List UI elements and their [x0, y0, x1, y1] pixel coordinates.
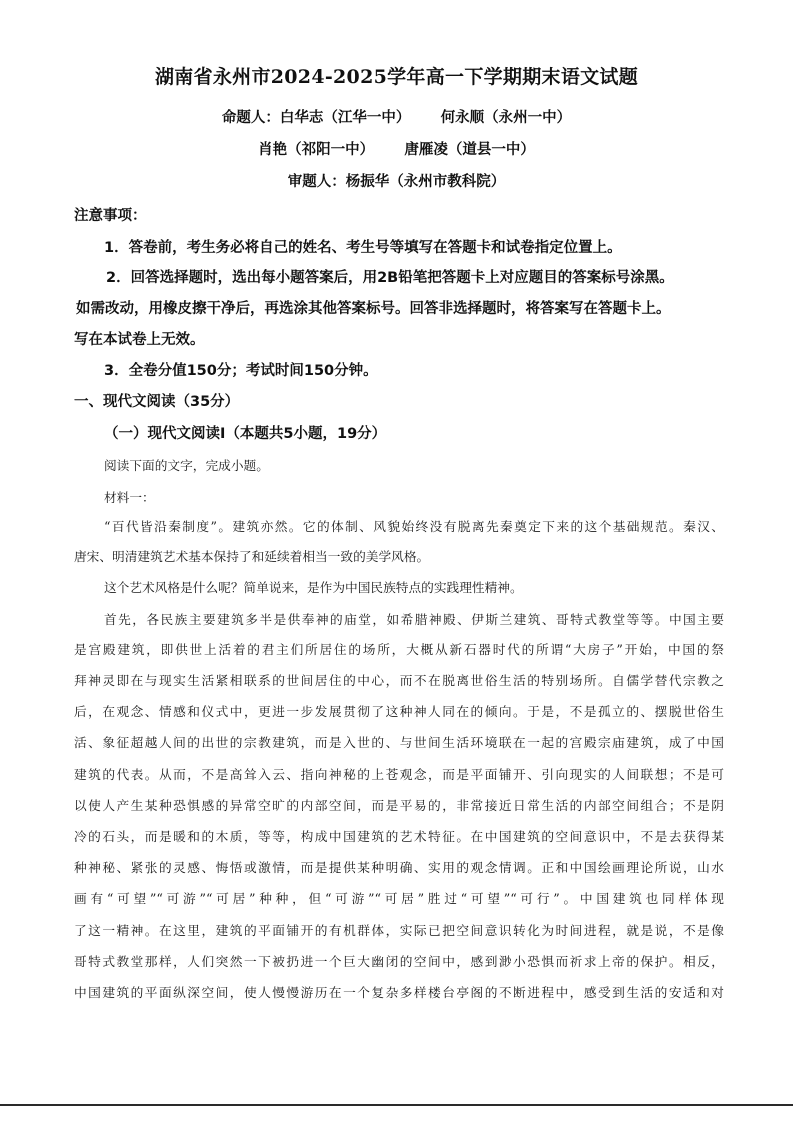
authors-line-2: 肖艳（祁阳一中） 唐雁凌（道县一中） [258, 142, 535, 158]
notice-item-2-line-2: 如需改动，用橡皮擦干净后，再选涂其他答案标号。回答非选择题时，将答案写在答题卡上。 [76, 301, 671, 317]
passage-line: 冷的石头，而是暖和的木质，等等，构成中国建筑的艺术特征。在中国建筑的空间意识中，不是去获得某 [74, 829, 724, 844]
notice-heading: 注意事项： [74, 208, 147, 224]
material-label: 材料一： [104, 490, 155, 505]
passage-line: 拜神灵即在与现实生活紧相联系的世间居住的中心，而不在脱离世俗生活的特别场所。自儒学替代宗教之 [74, 673, 724, 688]
instruction-text: 阅读下面的文字，完成小题。 [104, 458, 269, 473]
authors-line-1: 命题人：白华志（江华一中） 何永顺（永州一中） [221, 110, 572, 126]
passage-line: 后，在观念、情感和仪式中，更进一步发展贯彻了这种神人同在的倾向。于是，不是孤立的、摆脱世俗生 [74, 704, 724, 719]
notice-item-2-line-3: 写在本试卷上无效。 [74, 332, 205, 348]
passage-line: 中国建筑的平面纵深空间，使人慢慢游历在一个复杂多样楼台亭阁的不断进程中，感受到生活的安适和对 [74, 985, 724, 1000]
page-bottom-divider [0, 1104, 793, 1106]
notice-item-2-line-1: 2．回答选择题时，选出每小题答案后，用2B铅笔把答题卡上对应题目的答案标号涂黑。 [106, 270, 674, 286]
reviewer-line: 审题人：杨振华（永州市教科院） [287, 174, 506, 190]
notice-item-3: 3．全卷分值150分；考试时间150分钟。 [104, 363, 378, 379]
passage-line: 是宫殿建筑，即供世上活着的君主们所居住的场所，大概从新石器时代的所谓“大房子”开始，中国的祭 [74, 642, 724, 657]
passage-line: 活、象征超越人间的出世的宗教建筑，而是入世的、与世间生活环境联在一起的宫殿宗庙建筑，成了中国 [74, 735, 724, 750]
passage-line: 这个艺术风格是什么呢？简单说来，是作为中国民族特点的实践理性精神。 [104, 580, 523, 595]
passage-line: 哥特式教堂那样，人们突然一下被扔进一个巨大幽闭的空间中，感到渺小恐惧而祈求上帝的保护。相反， [74, 954, 724, 969]
passage-line: 唐宋、明清建筑艺术基本保持了和延续着相当一致的美学风格。 [74, 549, 430, 564]
passage-line: 建筑的代表。从而，不是高耸入云、指向神秘的上苍观念，而是平面铺开、引向现实的人间联想；不是可 [74, 767, 724, 782]
passage-line: 了这一精神。在这里，建筑的平面铺开的有机群体，实际已把空间意识转化为时间进程，就是说，不是像 [74, 923, 724, 938]
section-subheading: （一）现代文阅读Ⅰ（本题共5小题，19分） [104, 426, 387, 442]
passage-line: 首先，各民族主要建筑多半是供奉神的庙堂，如希腊神殿、伊斯兰建筑、哥特式教堂等等。中国主要 [104, 612, 724, 627]
passage-line: 画有“可望”“可游”“可居”种种，但“可游”“可居”胜过“可望”“可行”。中国建筑也同样体现 [74, 891, 724, 906]
passage-line: 种神秘、紧张的灵感、悔悟或激情，而是提供某种明确、实用的观念情调。正和中国绘画理论所说，山水 [74, 860, 724, 875]
notice-item-1: 1．答卷前，考生务必将自己的姓名、考生号等填写在答题卡和试卷指定位置上。 [104, 240, 622, 256]
section-heading: 一、现代文阅读（35分） [74, 394, 240, 410]
exam-title: 湖南省永州市2024-2025学年高一下学期期末语文试题 [154, 66, 639, 88]
passage-line: 以使人产生某种恐惧感的异常空旷的内部空间，而是平易的，非常接近日常生活的内部空间组合；不是阴 [74, 798, 724, 813]
passage-line: “百代皆沿秦制度”。建筑亦然。它的体制、风貌始终没有脱离先秦奠定下来的这个基础规范。秦汉、 [104, 519, 724, 534]
